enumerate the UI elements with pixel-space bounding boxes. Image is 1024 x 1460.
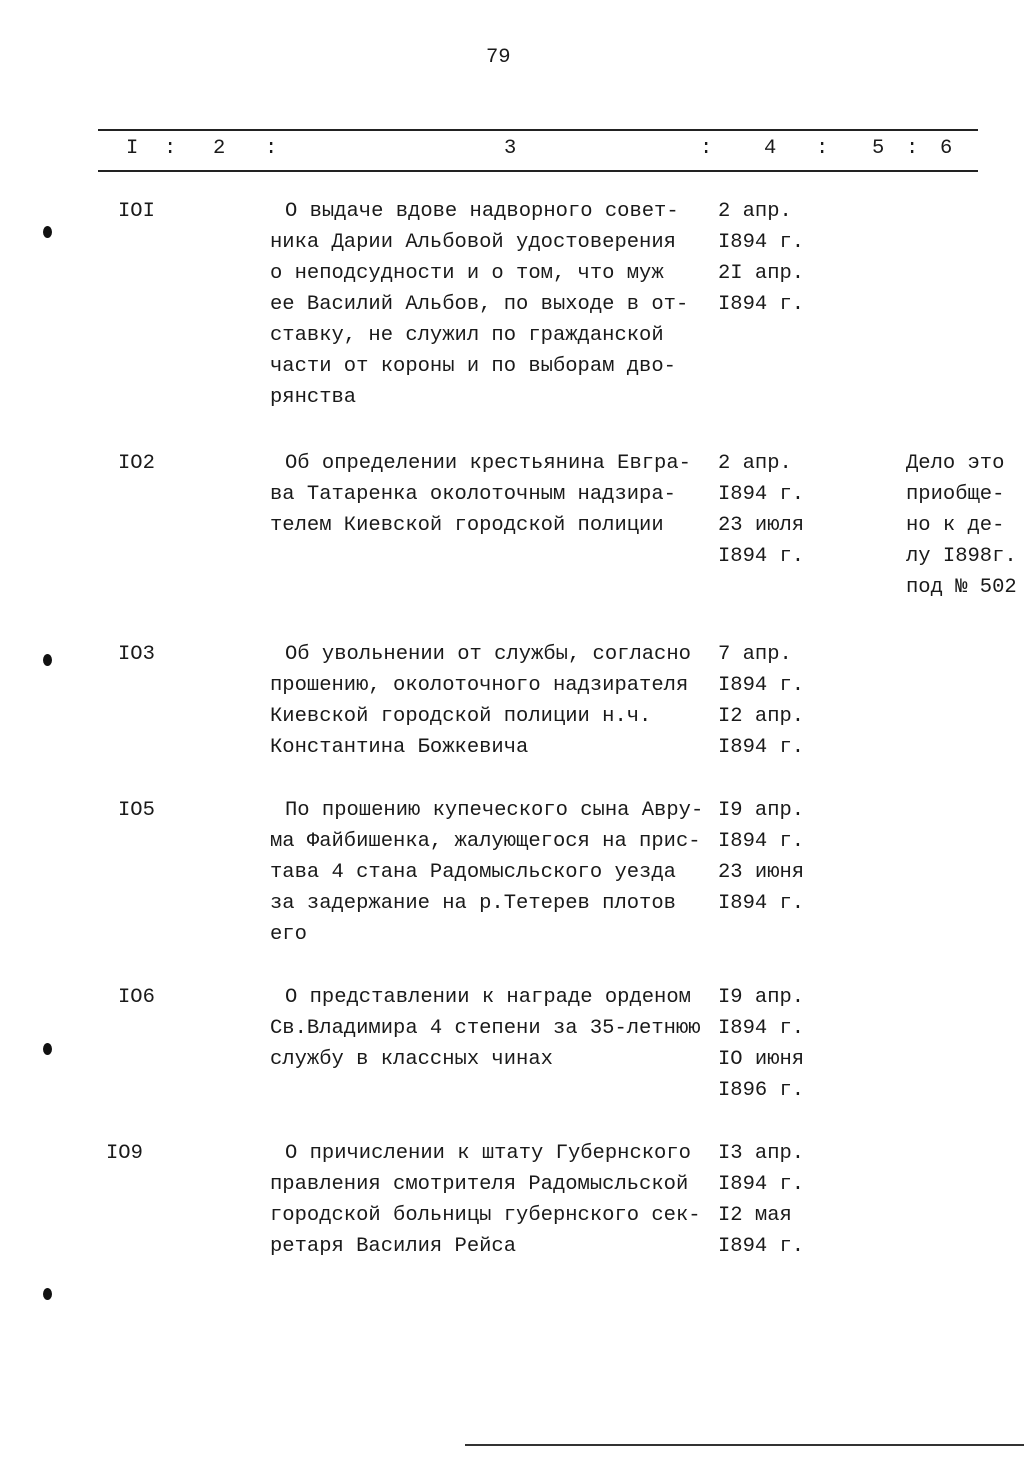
entry-dates-line: I894 г. [718, 1173, 805, 1196]
entry-dates-line: I2 апр. [718, 705, 805, 728]
entry-number: IO2 [118, 452, 155, 475]
entry-note [906, 448, 1017, 603]
entry-description-line: службу в классных чинах [270, 1048, 553, 1071]
entry-dates [718, 982, 804, 1106]
entry-dates-line: IO июня [718, 1048, 805, 1071]
entry-description-line: Константина Божкевича [270, 736, 529, 759]
header-sep: : [906, 137, 919, 160]
header-sep: : [265, 137, 278, 160]
header-col-3: 3 [504, 137, 517, 160]
header-col-4: 4 [764, 137, 777, 160]
entry-description-line: прошению, околоточного надзирателя [270, 674, 689, 697]
entry-dates-line: 7 апр. [718, 643, 792, 666]
entry-number: IO5 [118, 799, 155, 822]
entry-number: IO3 [118, 643, 155, 666]
entry-description [270, 795, 703, 950]
punch-hole [43, 1288, 52, 1300]
entry-dates-line: 2 апр. [718, 200, 792, 223]
entry-description-line: ее Василий Альбов, по выходе в от- [270, 293, 689, 316]
punch-hole [43, 654, 52, 666]
header-sep: : [816, 137, 829, 160]
entry-dates [718, 639, 804, 763]
header-top-rule [98, 129, 978, 131]
entry-note-line: но к де- [906, 514, 1005, 537]
entry-description-line: О причислении к штату Губернского [285, 1142, 691, 1165]
bottom-rule [465, 1444, 1024, 1446]
entry-description [270, 982, 701, 1075]
entry-dates-line: I894 г. [718, 830, 805, 853]
entry-description-line: Св.Владимира 4 степени за 35-летнюю [270, 1017, 701, 1040]
entry-dates [718, 1138, 804, 1262]
entry-note-line: Дело это [906, 452, 1005, 475]
entry-dates-line: 2 апр. [718, 452, 792, 475]
entry-description-line: телем Киевской городской полиции [270, 514, 664, 537]
entry-note-line: лу I898г. [906, 545, 1017, 568]
entry-dates-line: 23 июня [718, 861, 805, 884]
entry-description-line: Киевской городской полиции н.ч. [270, 705, 652, 728]
entry-description-line: его [270, 923, 307, 946]
entry-dates-line: I2 мая [718, 1204, 792, 1227]
entry-description-line: о неподсудности и о том, что муж [270, 262, 664, 285]
entry-description-line: По прошению купеческого сына Авру- [285, 799, 704, 822]
entry-number: IOI [118, 200, 155, 223]
entry-dates-line: I894 г. [718, 231, 805, 254]
entry-description-line: рянства [270, 386, 357, 409]
entry-description-line: за задержание на р.Тетерев плотов [270, 892, 676, 915]
entry-dates [718, 795, 804, 919]
header-sep: : [700, 137, 713, 160]
punch-hole [43, 1043, 52, 1055]
entry-dates-line: I894 г. [718, 736, 805, 759]
header-col-1: I [126, 137, 139, 160]
entry-dates-line: I896 г. [718, 1079, 805, 1102]
page-number: 79 [486, 46, 511, 69]
entry-dates-line: I9 апр. [718, 799, 805, 822]
header-col-5: 5 [872, 137, 885, 160]
entry-description-line: Об увольнении от службы, согласно [285, 643, 691, 666]
entry-description-line: ретаря Василия Рейса [270, 1235, 517, 1258]
header-bottom-rule [98, 170, 978, 172]
entry-dates [718, 196, 804, 320]
entry-number: IO9 [106, 1142, 143, 1165]
entry-description-line: Об определении крестьянина Евгра- [285, 452, 691, 475]
entry-description-line: части от короны и по выборам дво- [270, 355, 676, 378]
entry-dates-line: I894 г. [718, 892, 805, 915]
entry-description-line: ника Дарии Альбовой удостоверения [270, 231, 676, 254]
entry-description-line: ставку, не служил по гражданской [270, 324, 664, 347]
entry-description-line: ма Файбишенка, жалующегося на прис- [270, 830, 701, 853]
entry-dates-line: I3 апр. [718, 1142, 805, 1165]
entry-description [270, 1138, 701, 1262]
entry-description [270, 448, 691, 541]
entry-dates-line: 23 июля [718, 514, 805, 537]
header-col-2: 2 [213, 137, 226, 160]
entry-description-line: ва Татаренка околоточным надзира- [270, 483, 676, 506]
entry-dates-line: I9 апр. [718, 986, 805, 1009]
entry-description-line: тава 4 стана Радомысльского уезда [270, 861, 676, 884]
entry-dates [718, 448, 804, 572]
entry-description-line: О представлении к награде орденом [285, 986, 691, 1009]
entry-dates-line: I894 г. [718, 1017, 805, 1040]
entry-dates-line: I894 г. [718, 1235, 805, 1258]
entry-dates-line: 2I апр. [718, 262, 805, 285]
entry-note-line: под № 502 [906, 576, 1017, 599]
entry-description-line: О выдаче вдове надворного совет- [285, 200, 679, 223]
entry-description-line: городской больницы губернского сек- [270, 1204, 701, 1227]
entry-dates-line: I894 г. [718, 674, 805, 697]
entry-description-line: правления смотрителя Радомысльской [270, 1173, 689, 1196]
entry-description [270, 639, 691, 763]
header-sep: : [164, 137, 177, 160]
entry-dates-line: I894 г. [718, 293, 805, 316]
entry-description [270, 196, 688, 413]
header-col-6: 6 [940, 137, 953, 160]
entry-note-line: приобще- [906, 483, 1005, 506]
entry-number: IO6 [118, 986, 155, 1009]
entry-dates-line: I894 г. [718, 545, 805, 568]
entry-dates-line: I894 г. [718, 483, 805, 506]
punch-hole [43, 226, 52, 238]
